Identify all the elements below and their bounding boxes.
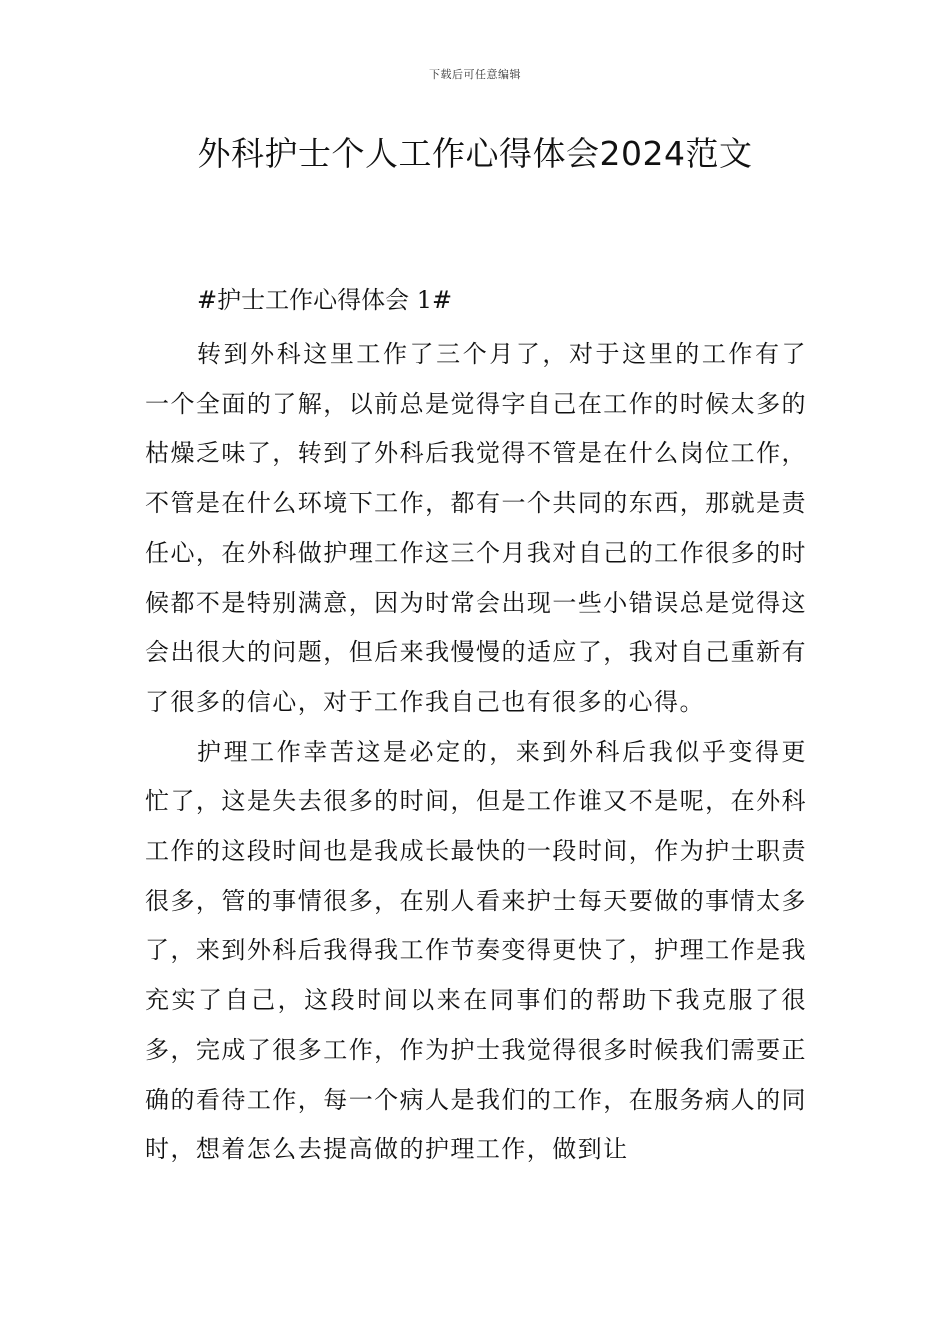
paragraph-2: 护理工作幸苦这是必定的，来到外科后我似乎变得更忙了，这是失去很多的时间，但是工作谁又不是呢，在外科工作的这段时间也是我成长最快的一段时间，作为护士职责很多，管的事情很多，在别人看来护士每天要做的事情太多了，来到外科后我得我工作节奏变得更快了，护理工作是我充实了自己，这段时间以来在同事们的帮助下我克服了很多，完成了很多工作，作为护士我觉得很多时候我们需要正确的看待工作，每一个病人是我们的工作，在服务病人的同时，想着怎么去提高做的护理工作，做到让 xyxy=(145,737,807,1164)
header-note: 下载后可任意编辑 xyxy=(429,68,521,81)
paragraph-1: 转到外科这里工作了三个月了，对于这里的工作有了一个全面的了解，以前总是觉得字自己在工作的时候太多的枯燥乏味了，转到了外科后我觉得不管是在什么岗位工作，不管是在什么环境下工作，都有一个共同的东西，那就是责任心，在外科做护理工作这三个月我对自己的工作很多的时候都不是特别满意，因为时常会出现一些小错误总是觉得这会出很大的问题，但后来我慢慢的适应了，我对自己重新有了很多的信心，对于工作我自己也有很多的心得。 xyxy=(145,340,807,716)
document-body xyxy=(145,280,807,1175)
section-heading: #护士工作心得体会 1# xyxy=(197,286,453,314)
document-title: 外科护士个人工作心得体会2024范文 xyxy=(197,134,753,173)
